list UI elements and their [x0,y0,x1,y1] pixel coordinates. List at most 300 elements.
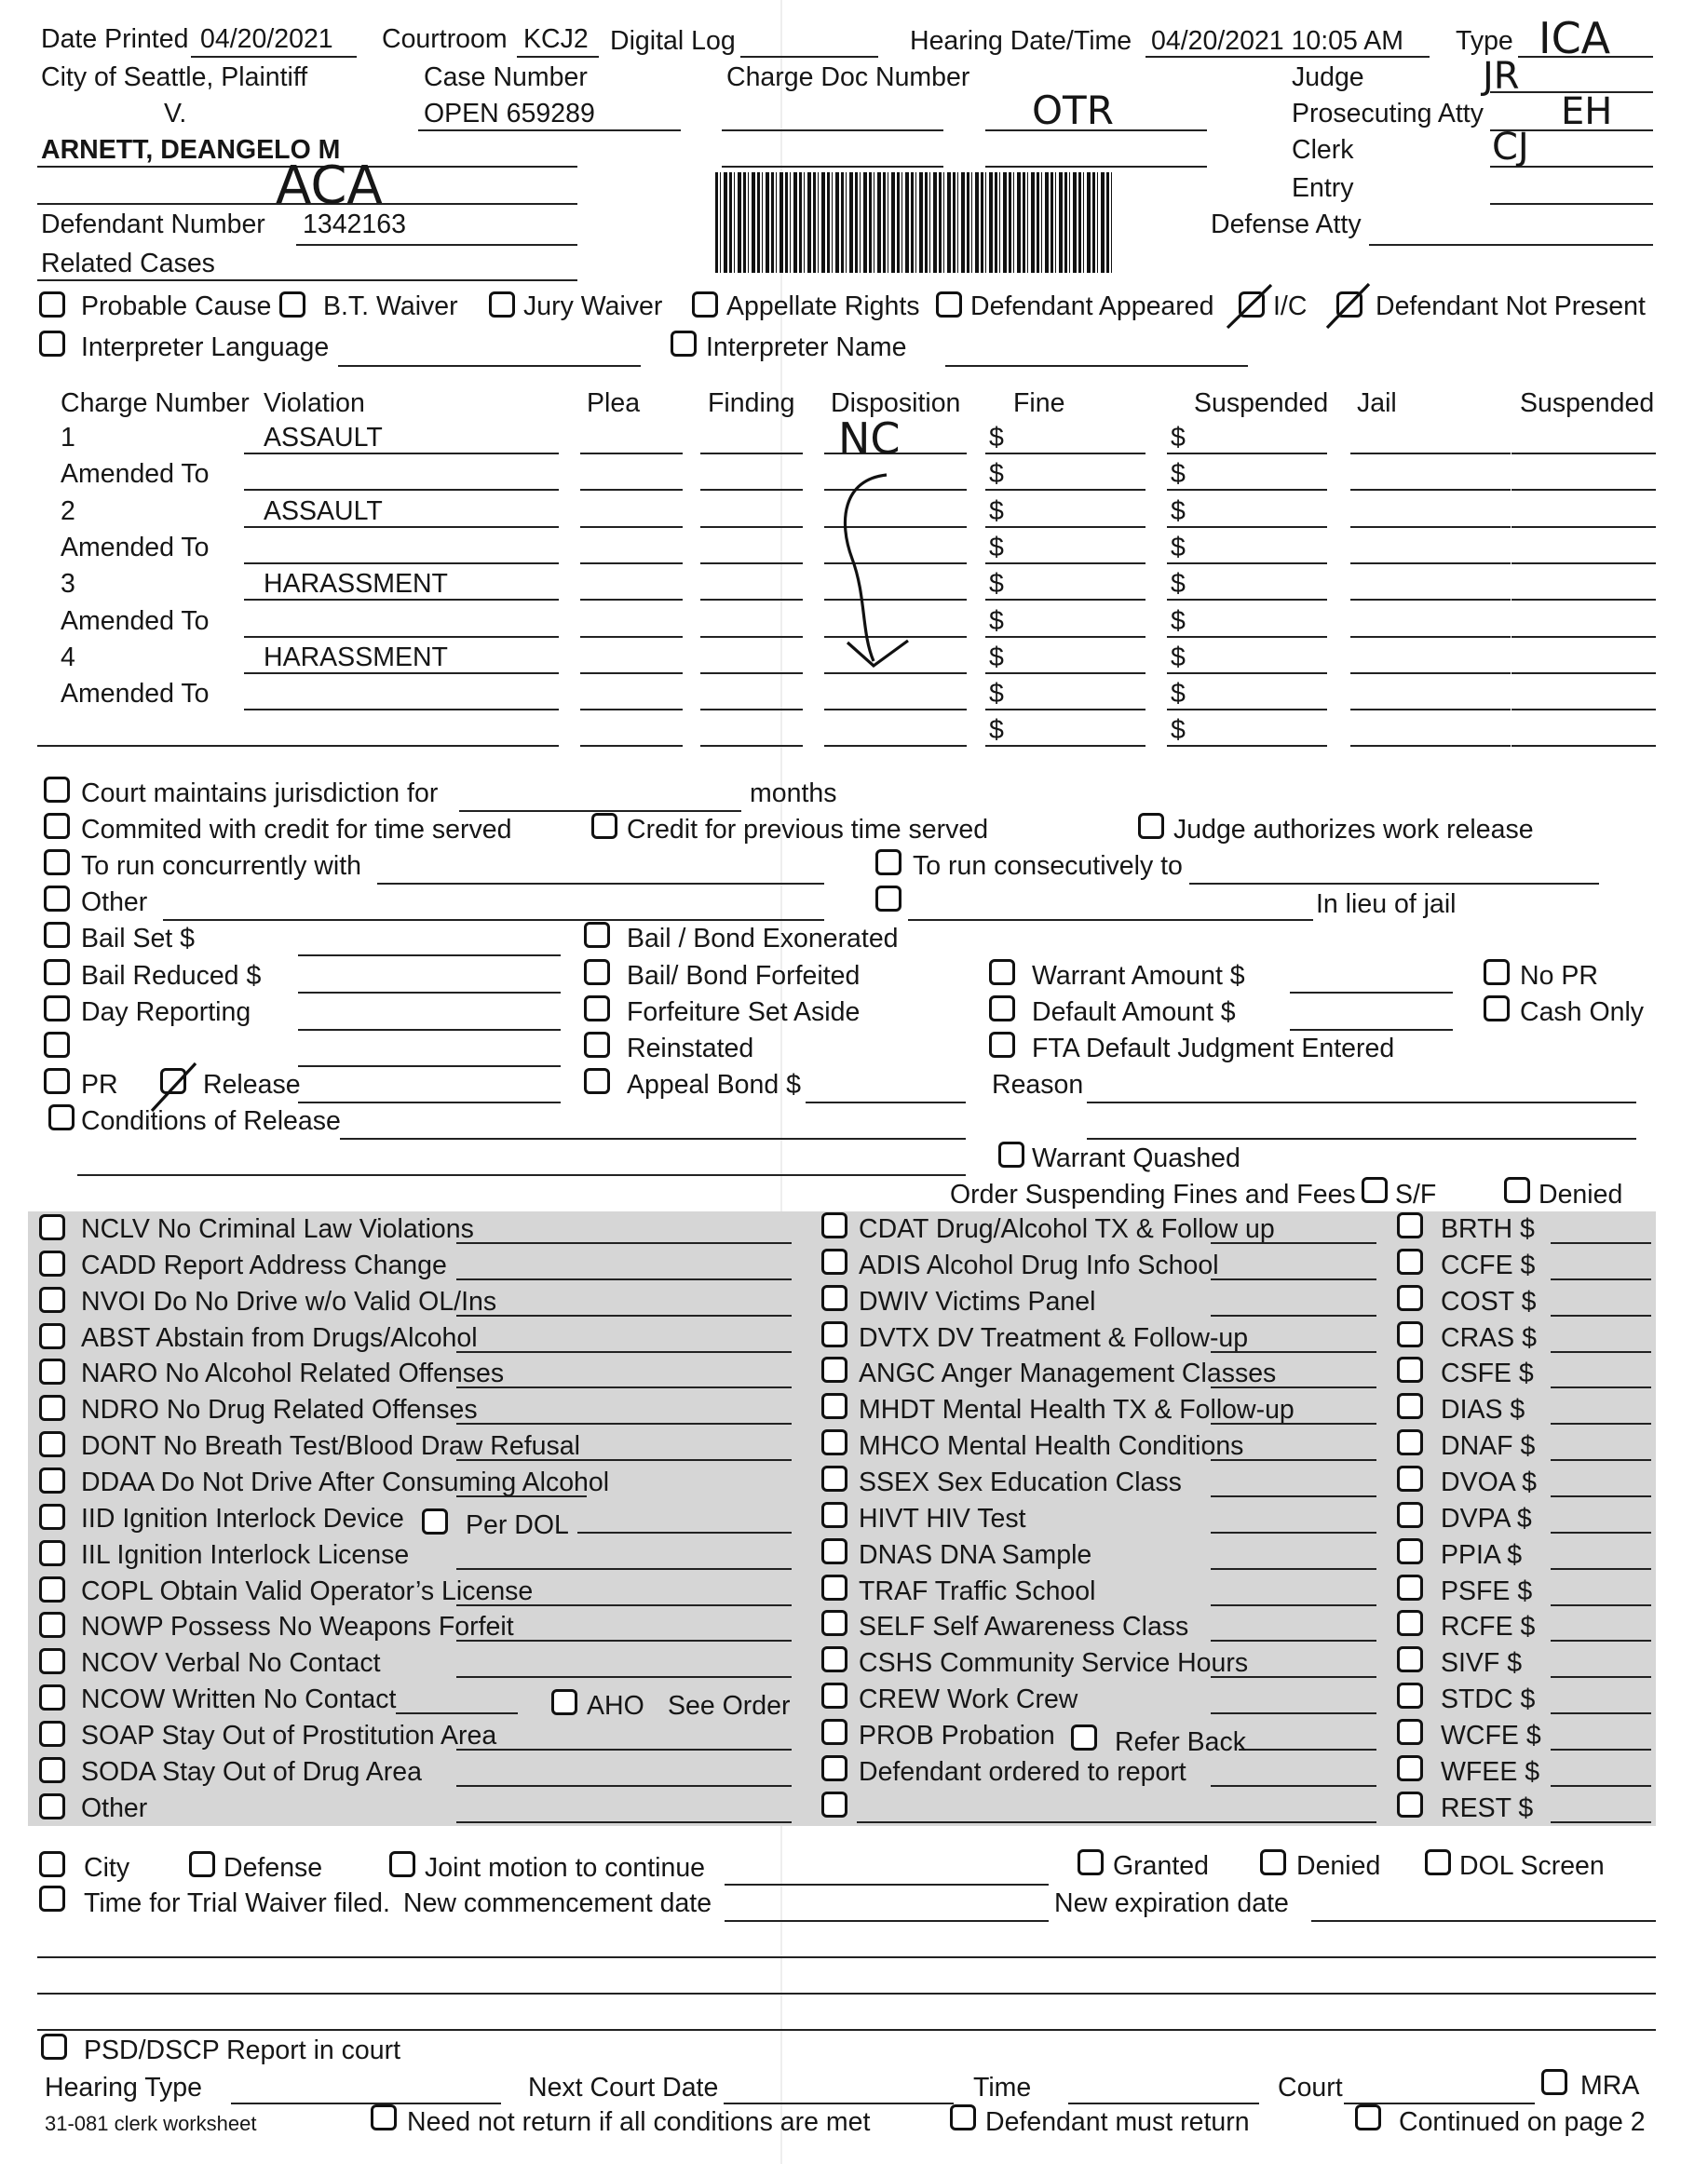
program-label: MHCO Mental Health Conditions [859,1431,1244,1461]
program-rule [1211,1532,1376,1534]
violation-rule [244,489,559,491]
granted-checkbox[interactable] [1078,1849,1104,1875]
condition-checkbox[interactable] [39,1467,65,1494]
defense-checkbox[interactable] [189,1851,215,1877]
order-suspending-label: Order Suspending Fines and Fees [950,1180,1356,1210]
table-rule [580,562,683,564]
fee-checkbox[interactable] [1397,1502,1423,1528]
bt-waiver-checkbox[interactable] [279,291,305,318]
fee-rule [1551,1315,1651,1317]
program-rule [1211,1785,1376,1787]
fee-checkbox[interactable] [1397,1357,1423,1383]
table-rule [700,745,803,747]
violation-cell: ASSAULT [264,496,383,526]
warrant-amount-checkbox[interactable] [989,959,1015,985]
table-rule [824,672,967,674]
psd-dscp-checkbox[interactable] [41,2034,67,2060]
condition-label: IID Ignition Interlock Device [81,1504,404,1534]
violation-rule [244,526,559,528]
need-not-return-label: Need not return if all conditions are met [407,2107,871,2137]
table-rule [700,709,803,710]
program-checkbox[interactable] [821,1429,847,1455]
probable-cause-checkbox[interactable] [39,291,65,318]
table-rule [1350,453,1511,454]
program-checkbox[interactable] [821,1755,847,1781]
program-label: CREW Work Crew [859,1684,1078,1714]
violation-rule [244,636,559,638]
joint-motion-label: Joint motion to continue [425,1853,706,1883]
program-checkbox[interactable] [821,1610,847,1636]
condition-label: NCLV No Criminal Law Violations [81,1214,474,1244]
default-amount-checkbox[interactable] [989,995,1015,1021]
violation-cell: ASSAULT [264,423,383,453]
charge-doc-handwritten: OTR [1032,88,1114,133]
day-reporting-checkbox[interactable] [44,995,70,1021]
charge-number-cell: 1 [61,423,75,453]
bail-reduced-label: Bail Reduced $ [81,961,262,991]
date-printed-label: Date Printed [41,24,189,54]
prev-credit-label: Credit for previous time served [627,815,989,845]
fee-label: DVOA $ [1441,1467,1537,1497]
other-sentence-checkbox[interactable] [44,886,70,912]
fee-checkbox[interactable] [1397,1575,1423,1601]
condition-rule [456,1568,792,1570]
suspended-dollar-sign: $ [1171,496,1186,526]
program-label: SELF Self Awareness Class [859,1612,1189,1642]
charge-number-cell: Amended To [61,606,210,636]
table-rule [1350,562,1511,564]
dol-screen-checkbox[interactable] [1425,1849,1451,1875]
program-rule [1211,1315,1376,1317]
table-rule [1167,489,1327,491]
warrant-quashed-checkbox[interactable] [998,1142,1024,1168]
hearing-label: Hearing Date/Time [910,26,1132,56]
program-checkbox[interactable] [821,1646,847,1672]
fee-checkbox[interactable] [1397,1466,1423,1492]
program-label: PROB Probation [859,1721,1055,1751]
program-rule [1211,1604,1376,1606]
cash-only-checkbox[interactable] [1484,995,1510,1021]
program-rule [1211,1459,1376,1461]
defense-atty-label: Defense Atty [1211,210,1362,239]
table-rule [1511,636,1656,638]
pr-checkbox[interactable] [44,1068,70,1094]
condition-label: NCOW Written No Contact [81,1684,397,1714]
table-rule [824,636,967,638]
col-disposition: Disposition [831,388,961,418]
fine-dollar-sign: $ [989,642,1004,672]
bail-set-checkbox[interactable] [44,922,70,948]
condition-checkbox[interactable] [39,1612,65,1638]
aho-checkbox[interactable] [551,1689,577,1715]
fta-default-checkbox[interactable] [989,1032,1015,1058]
fee-label: REST $ [1441,1793,1534,1823]
condition-rule [456,1676,792,1678]
form-id: 31-081 clerk worksheet [45,2112,257,2135]
defense-label: Defense [224,1853,323,1883]
continuance-denied-checkbox[interactable] [1260,1849,1286,1875]
table-rule [700,672,803,674]
condition-label: SOAP Stay Out of Prostitution Area [81,1721,497,1751]
judge-handwritten: JR [1483,55,1520,98]
bail-exonerated-checkbox[interactable] [584,922,610,948]
prev-credit-checkbox[interactable] [591,813,617,839]
fee-checkbox[interactable] [1397,1393,1423,1419]
mra-label: MRA [1580,2071,1640,2101]
condition-label: SODA Stay Out of Drug Area [81,1757,422,1787]
condition-checkbox[interactable] [39,1287,65,1313]
fee-checkbox[interactable] [1397,1610,1423,1636]
bail-reduced-checkbox[interactable] [44,959,70,985]
per-dol-label: Per DOL [466,1510,569,1540]
condition-label: Other [81,1793,148,1823]
table-rule [985,636,1145,638]
table-rule [1511,562,1656,564]
program-label: DWIV Victims Panel [859,1287,1096,1317]
program-checkbox[interactable] [821,1502,847,1528]
blank-bail-checkbox[interactable] [44,1032,70,1058]
suspended-dollar-sign: $ [1171,423,1186,453]
courtroom-value: KCJ2 [523,24,589,54]
condition-rule [456,1386,792,1388]
continuance-denied-label: Denied [1296,1851,1381,1881]
new-expiration-label: New expiration date [1054,1888,1289,1918]
sf-checkbox[interactable] [1362,1177,1388,1203]
col-plea: Plea [587,388,641,418]
need-not-return-checkbox[interactable] [371,2104,397,2130]
table-rule [1167,599,1327,601]
default-amount-label: Default Amount $ [1032,997,1236,1027]
bail-forfeited-checkbox[interactable] [584,959,610,985]
condition-checkbox[interactable] [39,1721,65,1747]
time-for-trial-label: Time for Trial Waiver filed. [84,1888,390,1918]
warrant-amount-label: Warrant Amount $ [1032,961,1245,991]
committed-credit-label: Commited with credit for time served [81,815,512,845]
other-sentence-label: Other [81,887,148,917]
condition-checkbox[interactable] [39,1214,65,1240]
fee-checkbox[interactable] [1397,1429,1423,1455]
table-rule [985,526,1145,528]
time-for-trial-checkbox[interactable] [39,1886,65,1912]
table-rule [1350,745,1511,747]
jurisdiction-label: Court maintains jurisdiction for [81,778,439,808]
must-return-label: Defendant must return [985,2107,1250,2137]
fee-checkbox[interactable] [1397,1285,1423,1311]
condition-rule [577,1532,792,1534]
date-printed-value: 04/20/2021 [200,24,333,54]
fee-label: WCFE $ [1441,1721,1541,1751]
col-jail: Jail [1357,388,1397,418]
no-pr-label: No PR [1520,961,1598,991]
table-rule [1350,672,1511,674]
table-rule [985,489,1145,491]
jurisdiction-checkbox[interactable] [44,777,70,803]
charge-doc-label: Charge Doc Number [726,62,970,92]
lieu-of-jail-checkbox[interactable] [875,886,901,912]
conditions-release-checkbox[interactable] [48,1104,75,1130]
condition-label: COPL Obtain Valid Operator’s License [81,1576,534,1606]
appeal-bond-label: Appeal Bond $ [627,1070,801,1100]
concurrent-checkbox[interactable] [44,849,70,875]
table-rule [1167,526,1327,528]
defendant-number-value: 1342163 [303,210,406,239]
table-rule [700,636,803,638]
consecutive-checkbox[interactable] [875,849,901,875]
cash-only-label: Cash Only [1520,997,1645,1027]
condition-checkbox[interactable] [39,1540,65,1566]
fee-rule [1551,1676,1651,1678]
clerk-label: Clerk [1292,135,1354,165]
day-reporting-label: Day Reporting [81,997,251,1027]
type-label: Type [1456,26,1513,56]
city-checkbox[interactable] [39,1851,65,1877]
condition-rule [456,1785,792,1787]
fee-checkbox[interactable] [1397,1249,1423,1275]
fine-dollar-sign: $ [989,679,1004,709]
program-label: DNAS DNA Sample [859,1540,1092,1570]
next-court-date-label: Next Court Date [528,2073,719,2103]
program-checkbox[interactable] [821,1321,847,1347]
fee-label: DNAF $ [1441,1431,1536,1461]
condition-checkbox[interactable] [39,1251,65,1277]
table-rule [985,562,1145,564]
program-checkbox[interactable] [821,1212,847,1238]
defendant-not-present-label: Defendant Not Present [1376,291,1646,321]
program-label: ANGC Anger Management Classes [859,1359,1277,1388]
must-return-checkbox[interactable] [950,2104,976,2130]
new-commencement-label: New commencement date [403,1888,712,1918]
table-rule [700,526,803,528]
condition-label: NARO No Alcohol Related Offenses [81,1359,505,1388]
program-label: SSEX Sex Education Class [859,1467,1182,1497]
versus-label: V. [164,99,187,128]
suspended-dollar-sign: $ [1171,533,1186,562]
no-pr-checkbox[interactable] [1484,959,1510,985]
condition-checkbox[interactable] [39,1684,65,1711]
table-rule [700,453,803,454]
fee-checkbox[interactable] [1397,1538,1423,1564]
condition-label: NOWP Possess No Weapons Forfeit [81,1612,514,1642]
program-checkbox[interactable] [821,1792,847,1818]
fee-rule [1551,1785,1651,1787]
condition-rule [456,1315,792,1317]
probable-cause-label: Probable Cause [81,291,272,321]
mra-checkbox[interactable] [1541,2069,1567,2095]
program-label: MHDT Mental Health TX & Follow-up [859,1395,1295,1425]
program-rule [1239,1749,1376,1751]
condition-checkbox[interactable] [39,1431,65,1457]
suspend-denied-label: Denied [1539,1180,1623,1210]
interpreter-name-label: Interpreter Name [706,332,907,362]
condition-label: DDAA Do Not Drive After Consuming Alcohol [81,1467,610,1497]
condition-rule [456,1423,792,1425]
table-rule [1350,526,1511,528]
program-label: DVTX DV Treatment & Follow-up [859,1323,1249,1353]
release-checkbox[interactable] [160,1068,186,1094]
defendant-number-initials: ACA [276,156,383,216]
fee-checkbox[interactable] [1397,1683,1423,1709]
fee-checkbox[interactable] [1397,1719,1423,1745]
refer-back-checkbox[interactable] [1071,1724,1097,1751]
fee-label: PSFE $ [1441,1576,1533,1606]
fee-checkbox[interactable] [1397,1212,1423,1238]
program-checkbox[interactable] [821,1575,847,1601]
condition-checkbox[interactable] [39,1323,65,1349]
fee-checkbox[interactable] [1397,1646,1423,1672]
table-rule [985,745,1145,747]
condition-checkbox[interactable] [39,1576,65,1603]
program-rule [1211,1386,1376,1388]
defendant-appeared-checkbox[interactable] [936,291,962,318]
see-order-label: See Order [668,1691,791,1721]
fee-rule [1551,1821,1651,1823]
condition-rule [456,1278,792,1280]
fta-default-label: FTA Default Judgment Entered [1032,1034,1395,1063]
table-rule [985,453,1145,454]
col-charge-number: Charge Number [61,388,250,418]
continued-page2-checkbox[interactable] [1355,2104,1381,2130]
disposition-handwritten: NC [838,413,901,464]
fee-rule [1551,1568,1651,1570]
table-rule [824,489,967,491]
program-checkbox[interactable] [821,1393,847,1419]
suspended-dollar-sign: $ [1171,715,1186,745]
charge-number-cell: 4 [61,642,75,672]
fee-checkbox[interactable] [1397,1755,1423,1781]
table-rule [824,599,967,601]
fee-label: SIVF $ [1441,1648,1523,1678]
ic-checkbox[interactable] [1239,291,1265,318]
work-release-checkbox[interactable] [1138,813,1164,839]
table-rule [1167,453,1327,454]
interpreter-name-checkbox[interactable] [671,331,697,357]
charge-number-cell: Amended To [61,533,210,562]
bail-exonerated-label: Bail / Bond Exonerated [627,924,899,954]
fee-rule [1551,1278,1651,1280]
consecutive-label: To run consecutively to [913,851,1183,881]
program-rule [1211,1640,1376,1642]
appellate-rights-label: Appellate Rights [726,291,920,321]
table-rule [824,709,967,710]
condition-label: NCOV Verbal No Contact [81,1648,381,1678]
table-rule [824,562,967,564]
table-rule [1167,636,1327,638]
condition-rule [396,1712,518,1714]
fee-label: DVPA $ [1441,1504,1532,1534]
fee-checkbox[interactable] [1397,1792,1423,1818]
fee-label: STDC $ [1441,1684,1536,1714]
charge-number-cell: 3 [61,569,75,599]
table-rule [1350,709,1511,710]
table-rule [1167,709,1327,710]
fee-label: DIAS $ [1441,1395,1525,1425]
program-checkbox[interactable] [821,1466,847,1492]
conditions-release-label: Conditions of Release [81,1106,341,1136]
refer-back-label: Refer Back [1115,1727,1246,1757]
time-label: Time [973,2073,1032,2103]
lieu-of-jail-label: In lieu of jail [1316,889,1457,919]
violation-rule [244,599,559,601]
condition-checkbox[interactable] [39,1757,65,1783]
program-label: HIVT HIV Test [859,1504,1026,1534]
table-rule [1167,672,1327,674]
joint-motion-checkbox[interactable] [389,1851,415,1877]
fee-checkbox[interactable] [1397,1321,1423,1347]
reinstated-checkbox[interactable] [584,1032,610,1058]
col-violation: Violation [264,388,365,418]
suspended-dollar-sign: $ [1171,679,1186,709]
suspend-denied-checkbox[interactable] [1504,1177,1530,1203]
release-label: Release [203,1070,301,1100]
committed-credit-checkbox[interactable] [44,813,70,839]
prosecutor-handwritten: EH [1561,90,1613,133]
concurrent-label: To run concurrently with [81,851,361,881]
program-rule [1211,1423,1376,1425]
condition-rule [456,1749,792,1751]
jury-waiver-label: Jury Waiver [523,291,663,321]
defendant-appeared-label: Defendant Appeared [970,291,1214,321]
appellate-rights-checkbox[interactable] [692,291,718,318]
table-rule [580,636,683,638]
disposition-arrowhead [847,641,908,666]
table-rule [580,453,683,454]
table-rule [985,599,1145,601]
program-checkbox[interactable] [821,1357,847,1383]
work-release-label: Judge authorizes work release [1173,815,1534,845]
plaintiff-label: City of Seattle, Plaintiff [41,62,308,92]
defendant-not-present-checkbox[interactable] [1336,291,1362,318]
condition-label: ABST Abstain from Drugs/Alcohol [81,1323,478,1353]
table-rule [1167,562,1327,564]
program-checkbox[interactable] [821,1538,847,1564]
condition-checkbox[interactable] [39,1504,65,1530]
forfeiture-aside-checkbox[interactable] [584,995,610,1021]
disposition-arrow [845,475,887,661]
program-label: CDAT Drug/Alcohol TX & Follow up [859,1214,1275,1244]
type-handwritten: ICA [1539,13,1611,63]
condition-checkbox[interactable] [39,1648,65,1674]
jury-waiver-checkbox[interactable] [489,291,515,318]
program-rule [1211,1568,1376,1570]
condition-checkbox[interactable] [39,1395,65,1421]
fee-label: PPIA $ [1441,1540,1523,1570]
program-rule [1211,1351,1376,1353]
months-label: months [750,778,837,808]
per-dol-checkbox[interactable] [422,1508,448,1535]
barcode [715,172,1114,273]
fee-label: CCFE $ [1441,1251,1536,1280]
interpreter-language-checkbox[interactable] [39,331,65,357]
program-checkbox[interactable] [821,1683,847,1709]
program-checkbox[interactable] [821,1249,847,1275]
table-rule [700,489,803,491]
fee-label: RCFE $ [1441,1612,1536,1642]
program-checkbox[interactable] [821,1719,847,1745]
col-suspended-jail: Suspended [1520,388,1655,418]
table-rule [985,672,1145,674]
violation-rule [244,709,559,710]
appeal-bond-checkbox[interactable] [584,1068,610,1094]
bt-waiver-label: B.T. Waiver [323,291,458,321]
table-rule [1350,599,1511,601]
condition-checkbox[interactable] [39,1359,65,1385]
program-checkbox[interactable] [821,1285,847,1311]
city-label: City [84,1853,130,1883]
condition-checkbox[interactable] [39,1793,65,1819]
violation-cell: HARASSMENT [264,569,448,599]
table-rule [1511,453,1656,454]
table-rule [824,745,967,747]
